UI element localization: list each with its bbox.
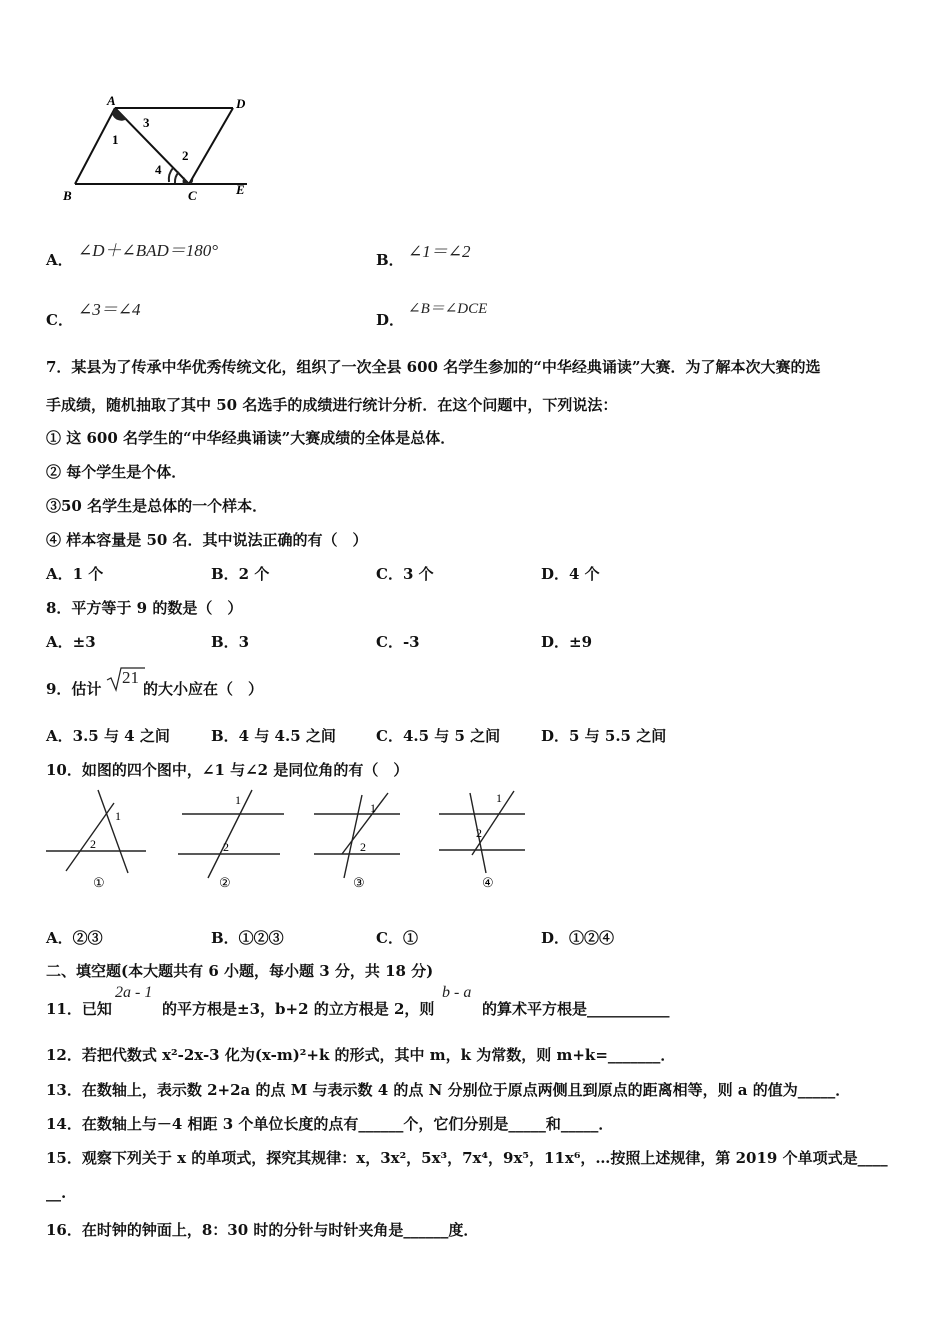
angle-3-label: 3 [143,115,150,130]
q10-option-a: A．②③ [46,929,103,947]
q6-option-c-math: ∠3＝∠4 [78,300,141,319]
q9-option-d: D．5 与 5.5 之间 [541,727,667,745]
q8-option-a: A．±3 [46,633,96,651]
q9-stem-suffix: 的大小应在（ ） [143,680,264,698]
angle-1-label: 1 [112,132,119,147]
q9-radicand: 21 [122,668,139,687]
q14-text: 14．在数轴上与－4 相距 3 个单位长度的点有______个，它们分别是_____和_____． [46,1115,614,1133]
q11-suffix: 的算术平方根是___________ [482,1000,670,1018]
section2-title: 二、填空题(本大题共有 6 小题，每小题 3 分，共 18 分) [46,962,434,980]
q10-figures [40,785,540,895]
label-B: B [63,188,72,203]
q9-option-a: A．3.5 与 4 之间 [46,727,170,745]
q6-parallelogram-figure [55,92,265,207]
q8-stem: 8．平方等于 9 的数是（ ） [46,599,243,617]
q7-stem-line2: 手成绩，随机抽取了其中 50 名选手的成绩进行统计分析．在这个问题中，下列说法： [46,396,618,414]
fig4-label: ④ [482,875,494,890]
q16-text: 16．在时钟的钟面上，8：30 时的分针与时针夹角是______度． [46,1221,479,1239]
q6-option-d-math: ∠B＝∠DCE [408,301,488,317]
q7-option-a: A．1 个 [46,565,104,583]
label-A: A [107,93,116,108]
q11-expr-2: b - a [442,984,472,1001]
q12-text: 12．若把代数式 x²-2x-3 化为(x-m)²+k 的形式，其中 m，k 为常数，则 m+k=_______． [46,1046,676,1064]
q7-statement-2: ② 每个学生是个体． [46,463,187,481]
q11-prefix: 11．已知 [46,1000,112,1018]
q10-option-b: B．①②③ [211,929,284,947]
fig4-angle-2: 2 [476,826,482,840]
q10-option-c: C．① [376,929,418,947]
q8-option-d: D．±9 [541,633,593,651]
fig2-angle-2: 2 [223,840,229,854]
fig1-label: ① [93,875,105,890]
q15-line2: __. [46,1184,67,1202]
q10-figure-1 [46,790,146,890]
fig3-label: ③ [353,875,365,890]
q10-figure-3 [314,793,400,890]
q7-statement-4: ④ 样本容量是 50 名．其中说法正确的有（ ） [46,531,368,549]
q13-text: 13．在数轴上，表示数 2+2a 的点 M 与表示数 4 的点 N 分别位于原点两侧且到原点的距离相等，则 a 的值为_____． [46,1081,851,1099]
q10-figure-2 [178,790,284,890]
label-E: E [236,182,245,197]
fig4-angle-1: 1 [496,791,502,805]
fig2-angle-1: 1 [235,793,241,807]
q11-mid: 的平方根是±3，b+2 的立方根是 2，则 [162,1000,435,1018]
q15-line1: 15．观察下列关于 x 的单项式，探究其规律：x，3x²，5x³，7x⁴，9x⁵，11x⁶，…按照上述规律，第 2019 个单项式是____ [46,1149,888,1167]
angle-2-label: 2 [182,148,189,163]
fig3-angle-1: 1 [370,801,376,815]
q7-statement-1: ① 这 600 名学生的“中华经典诵读”大赛成绩的全体是总体． [46,429,456,447]
q10-option-d: D．①②④ [541,929,615,947]
q6-option-a-letter: A． [46,251,73,269]
angle-4-label: 4 [155,162,162,177]
label-C: C [188,188,197,203]
q9-option-c: C．4.5 与 5 之间 [376,727,501,745]
q7-option-c: C．3 个 [376,565,434,583]
q9-option-b: B．4 与 4.5 之间 [211,727,336,745]
label-D: D [236,96,246,111]
q8-option-c: C．-3 [376,633,420,651]
fig3-angle-2: 2 [360,840,366,854]
fig2-label: ② [219,875,231,890]
q6-option-b-math: ∠1＝∠2 [408,242,471,261]
q7-option-b: B．2 个 [211,565,270,583]
q9-stem-prefix: 9．估计 [46,680,102,698]
q6-option-a-math: ∠D＋∠BAD＝180° [78,241,219,260]
q10-figure-4 [439,791,525,890]
q7-statement-3: ③50 名学生是总体的一个样本． [46,497,268,515]
q6-option-d-letter: D． [376,311,405,329]
q10-stem: 10．如图的四个图中，∠1 与∠2 是同位角的有（ ） [46,761,409,779]
q7-option-d: D．4 个 [541,565,600,583]
fig1-angle-1: 1 [115,809,121,823]
q6-option-b-letter: B． [376,251,404,269]
q8-option-b: B．3 [211,633,250,651]
q6-option-c-letter: C． [46,311,73,329]
q11-expr-1: 2a - 1 [115,984,153,1001]
q7-stem-line1: 7．某县为了传承中华优秀传统文化，组织了一次全县 600 名学生参加的“中华经典诵读”大赛．为了解本次大赛的选 [46,358,821,376]
fig1-angle-2: 2 [90,837,96,851]
